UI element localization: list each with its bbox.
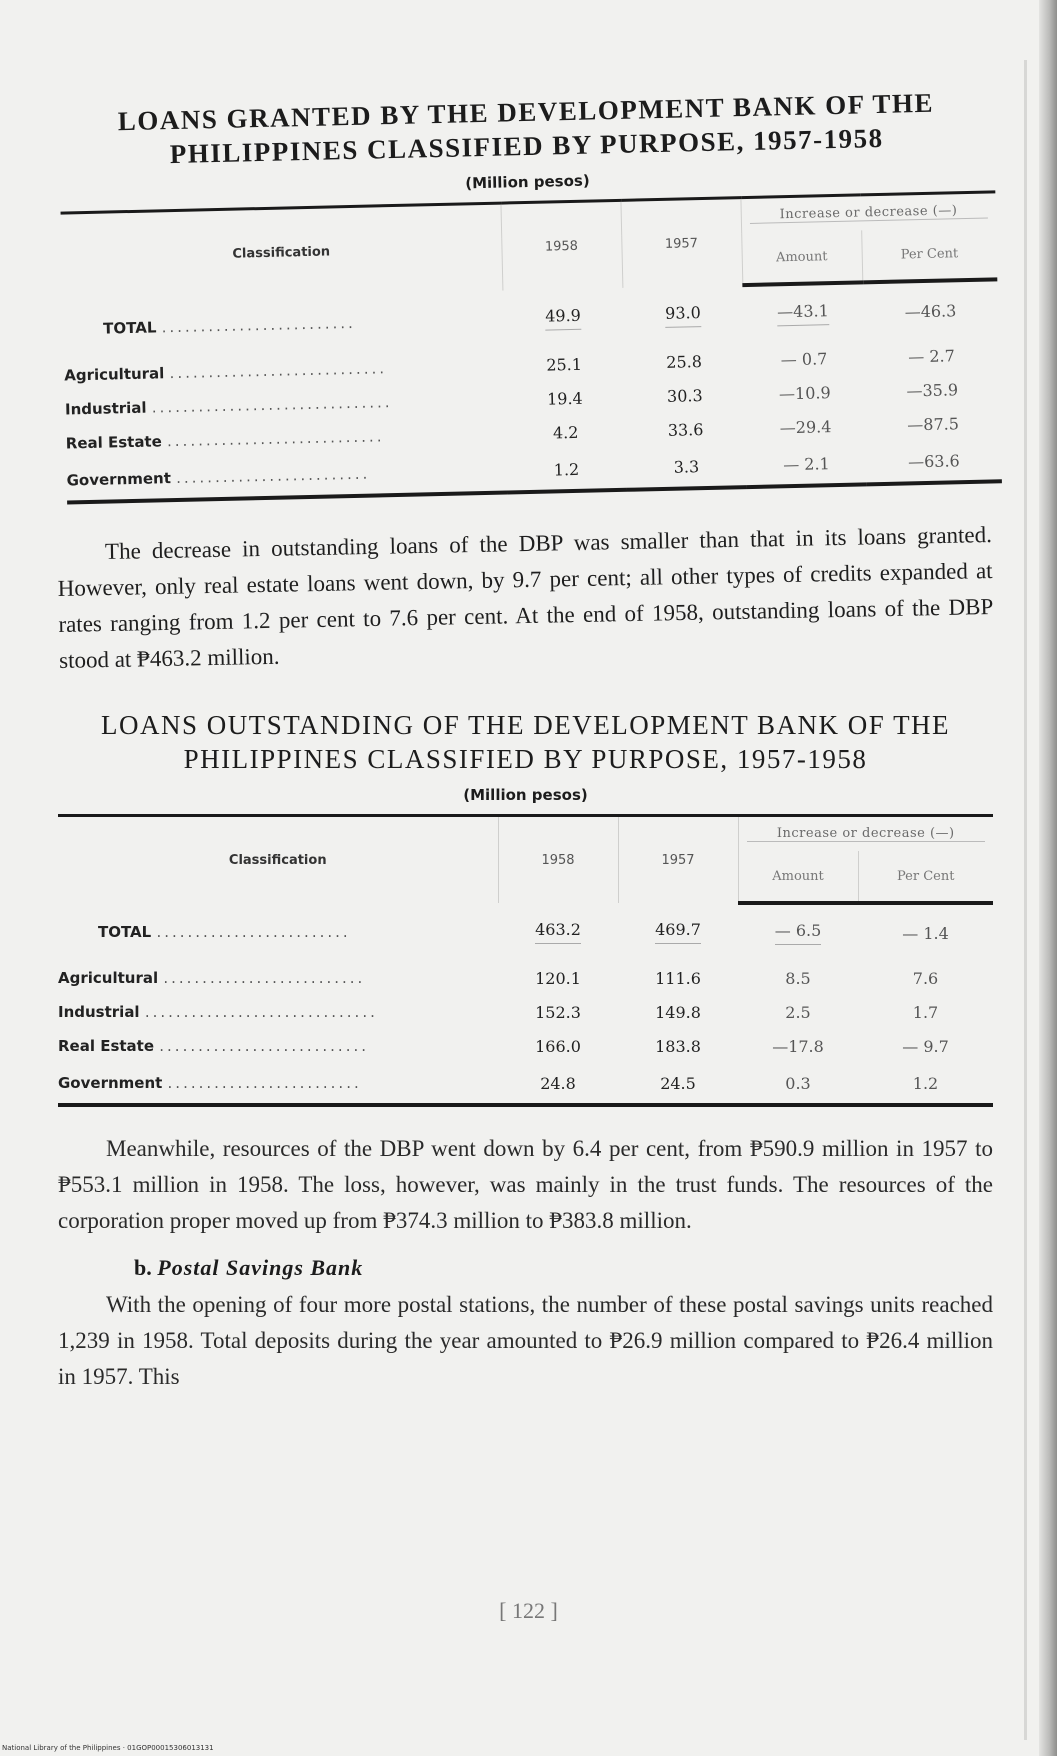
cell-1958: 152.3: [535, 1002, 581, 1022]
table2-unit: (Million pesos): [463, 786, 588, 804]
cell-per-cent: — 1.4: [902, 923, 949, 943]
cell-amount: 0.3: [738, 1063, 858, 1105]
table-row: [58, 961, 993, 995]
cell-value: 469.7: [655, 920, 701, 944]
cell-per-cent: — 2.7: [908, 345, 955, 366]
row-label: Real Estate ...........................: [58, 1037, 370, 1055]
table-row: [58, 903, 993, 961]
row-label: Agricultural ..........................: [58, 969, 366, 987]
cell-1957: 30.3: [666, 385, 703, 406]
cell-1958: 4.2: [552, 422, 579, 442]
cell-amount: [738, 903, 858, 961]
table1-unit: (Million pesos): [465, 171, 590, 193]
section-heading-postal-savings: [134, 1255, 993, 1281]
table1-header-increase-label: Increase or decrease (—): [779, 203, 958, 223]
cell-amount: [742, 282, 863, 343]
cell-1957: 3.3: [626, 445, 747, 490]
table2-title-line2: PHILIPPINES CLASSIFIED BY PURPOSE, 1957-1958: [183, 744, 868, 774]
cell-1957: 183.8: [655, 1036, 701, 1056]
cell-per-cent: —63.6: [866, 439, 1002, 484]
table2-header-classification: Classification: [58, 816, 498, 904]
table1-header-amount: Amount: [741, 230, 862, 285]
cell-amount: 2.5: [785, 1002, 811, 1022]
table2-header-increase: [738, 816, 993, 852]
cell-1957: 25.8: [666, 351, 703, 372]
cell-1958: 25.1: [546, 354, 583, 375]
cell-amount: —29.4: [779, 416, 832, 437]
cell-per-cent: 1.7: [912, 1002, 939, 1022]
cell-1957: 33.6: [667, 419, 704, 440]
row-label: Industrial ..............................: [58, 1003, 378, 1021]
cell-value: —43.1: [777, 301, 829, 326]
cell-per-cent: 7.6: [912, 968, 939, 988]
cell-amount: — 0.7: [780, 348, 828, 369]
cell-amount: 8.5: [785, 968, 811, 988]
row-label: Government .........................: [66, 451, 507, 503]
row-label: Agricultural ............................: [64, 359, 388, 385]
table2-title: [58, 708, 993, 776]
row-label-text: Agricultural: [58, 969, 159, 987]
paragraph-dbp-resources: Meanwhile, resources of the DBP went down by 6.4 per cent, from ₱590.9 million in 1957 to ₱553.1 million in 1958. The loss, however, was mainly in the trust funds. The resources of the corporation proper moved up from ₱374.3 million to ₱383.8 million.: [58, 1136, 993, 1233]
cell-1958: 120.1: [535, 968, 581, 988]
table1-title-line2: PHILIPPINES CLASSIFIED BY PURPOSE, 1957-1958: [169, 122, 884, 170]
row-label-text: Real Estate: [58, 1037, 155, 1055]
cell-amount: —17.8: [772, 1036, 824, 1056]
row-label-text: Industrial: [64, 398, 147, 419]
row-label-text: Industrial: [58, 1003, 140, 1021]
table1-header-1958: 1958: [500, 200, 622, 290]
row-label-text: Real Estate: [65, 432, 162, 453]
page-edge-line: [1024, 60, 1027, 1740]
paragraph-postal-savings: With the opening of four more postal stations, the number of these postal savings units reached 1,239 in 1958. Total deposits during the year amounted to ₱26.9 million compared to ₱26.4 million in 1957. This: [58, 1292, 993, 1389]
archive-credit: National Library of the Philippines · 01GOP00015306013131: [2, 1744, 214, 1752]
cell-amount: — 2.1: [746, 442, 867, 487]
row-label: Real Estate ............................: [65, 427, 385, 453]
cell-1957: 149.8: [655, 1002, 701, 1022]
cell-per-cent: — 9.7: [902, 1036, 949, 1056]
table1-header-1957: 1957: [620, 198, 742, 288]
table1-title-line1: LOANS GRANTED BY THE DEVELOPMENT BANK OF THE: [117, 87, 935, 137]
cell-per-cent: —35.9: [906, 379, 959, 400]
cell-1958: 1.2: [506, 448, 627, 493]
row-label: Government .........................: [58, 1063, 498, 1105]
row-label: Industrial ...............................: [64, 393, 393, 419]
table2-header-1958: 1958: [498, 816, 618, 904]
cell-per-cent: —87.5: [907, 413, 960, 434]
table2-header-1957: 1957: [618, 816, 738, 904]
table2-title-line1: LOANS OUTSTANDING OF THE DEVELOPMENT BANK OF THE: [100, 710, 951, 740]
table-row: [58, 1029, 993, 1063]
cell-value: 93.0: [665, 303, 701, 328]
row-label-text: Government: [58, 1074, 163, 1092]
cell-value: 49.9: [545, 306, 581, 331]
document-page: [57, 87, 994, 1395]
table1-section: [58, 84, 1002, 504]
cell-1958: [502, 288, 623, 349]
page-number: [ 122 ]: [499, 1598, 558, 1623]
row-label: TOTAL .........................: [98, 923, 351, 941]
cell-1958: 19.4: [546, 388, 583, 409]
row-label-text: Agricultural: [64, 364, 165, 385]
cell-per-cent: —46.3: [904, 300, 957, 321]
table1-header-per-cent: Per Cent: [861, 227, 997, 282]
page-spine-shadow: [1039, 0, 1057, 1756]
row-label-text: TOTAL: [102, 318, 157, 338]
row-label-text: Government: [66, 469, 172, 490]
cell-1958: 24.8: [498, 1063, 618, 1105]
table1-header-classification: Classification: [61, 203, 503, 300]
cell-1957: [622, 285, 743, 346]
table1-title: [58, 84, 994, 173]
row-label-text: TOTAL: [98, 923, 152, 941]
cell-amount: —10.9: [778, 382, 831, 403]
cell-per-cent: 1.2: [858, 1063, 993, 1105]
row-label: TOTAL .........................: [102, 313, 356, 338]
table2-header-per-cent: Per Cent: [858, 851, 993, 903]
cell-value: — 6.5: [775, 921, 822, 945]
section-title: Postal Savings Bank: [157, 1255, 364, 1280]
section-letter: b.: [134, 1255, 152, 1280]
cell-1958: 166.0: [535, 1036, 581, 1056]
table-row: [58, 1063, 993, 1105]
table2-header-amount: Amount: [738, 851, 858, 903]
cell-1957: [618, 903, 738, 961]
table2-loans-outstanding: [58, 814, 993, 1107]
table1-loans-granted: [61, 190, 1002, 504]
table2-section: [58, 708, 993, 1107]
cell-1958: [498, 903, 618, 961]
table2-header-increase-label: Increase or decrease (—): [776, 826, 955, 841]
cell-1957: 24.5: [618, 1063, 738, 1105]
table1-header-increase: [740, 192, 996, 233]
table-row: [58, 995, 993, 1029]
paragraph-loans-outstanding: The decrease in outstanding loans of the DBP was smaller than that in its loans granted. However, only real estate loans went down, by 9.7 per cent; all other types of credits expanded at rates ranging from 1.2 per cent to 7.6 per cent. At the end of 1958, outstanding loans of the DBP stood at ₱463.2 million.: [57, 522, 994, 673]
cell-value: 463.2: [535, 920, 581, 944]
cell-1957: 111.6: [655, 968, 701, 988]
